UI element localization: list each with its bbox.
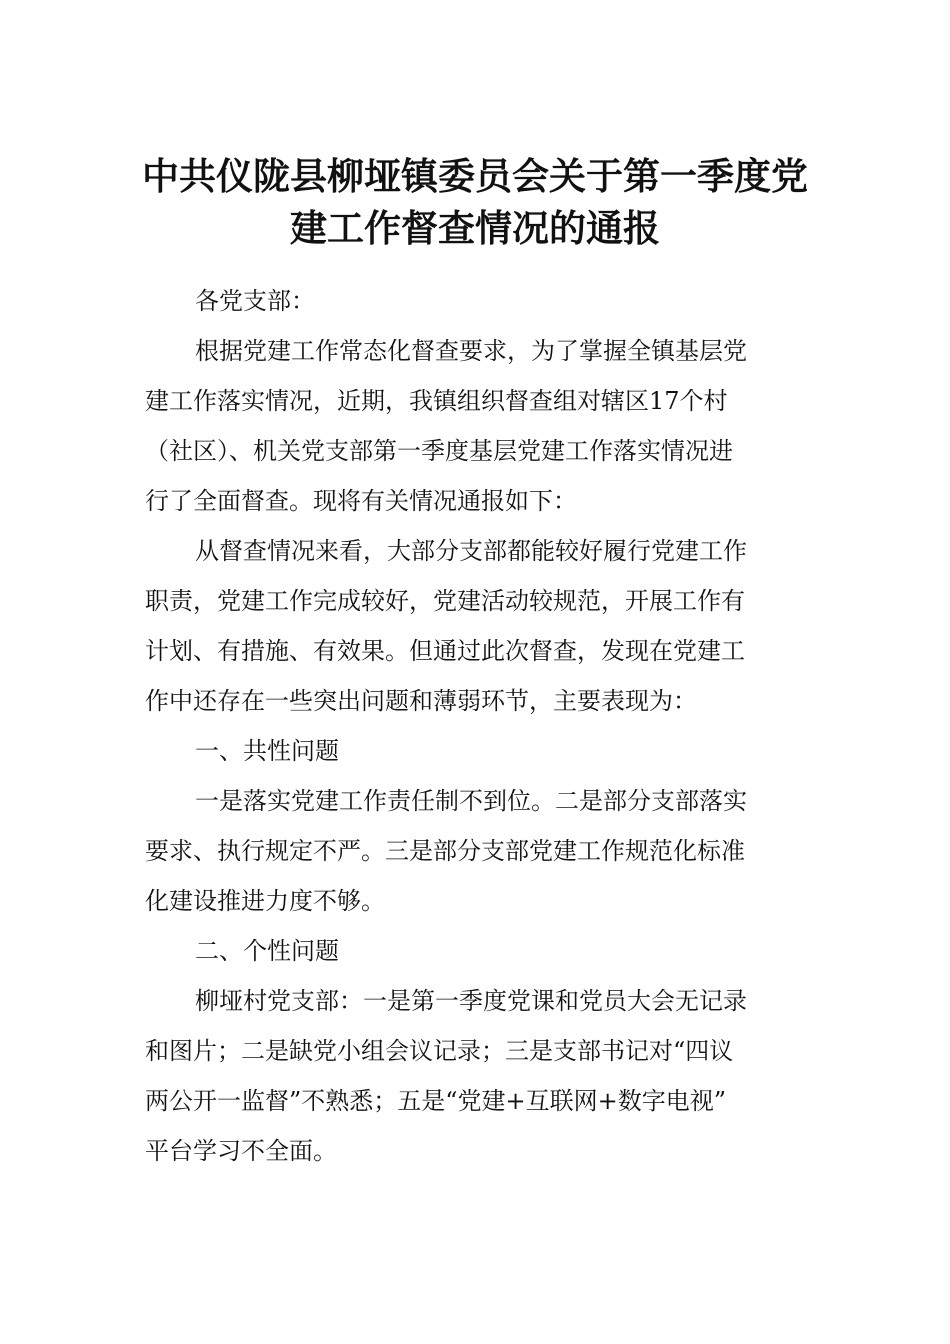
para3-line-3: 化建设推进力度不够。 — [145, 887, 385, 915]
title-line-2: 建工作督查情况的通报 — [290, 206, 660, 250]
para4-line-2: 和图片；二是缺党小组会议记录；三是支部书记对“四议 — [145, 1037, 734, 1065]
para3-line-2: 要求、执行规定不严。三是部分支部党建工作规范化标准 — [145, 837, 745, 865]
para2-line-4: 作中还存在一些突出问题和薄弱环节，主要表现为： — [145, 687, 697, 715]
document-title — [0, 150, 950, 254]
salutation: 各党支部： — [195, 287, 315, 315]
para2-line-2: 职责，党建工作完成较好，党建活动较规范，开展工作有 — [145, 587, 745, 615]
para2-line-1: 从督查情况来看，大部分支部都能较好履行党建工作 — [195, 537, 747, 565]
section-heading-2: 二、个性问题 — [195, 937, 339, 965]
para4-line-1: 柳垭村党支部：一是第一季度党课和党员大会无记录 — [195, 987, 747, 1015]
para4-line-4: 平台学习不全面。 — [145, 1137, 337, 1165]
para3-line-1: 一是落实党建工作责任制不到位。二是部分支部落实 — [195, 787, 747, 815]
para1-line-3: （社区）、机关党支部第一季度基层党建工作落实情况进 — [145, 437, 733, 465]
para1-line-4: 行了全面督查。现将有关情况通报如下： — [145, 487, 577, 515]
section-heading-1: 一、共性问题 — [195, 737, 339, 765]
document-body — [145, 276, 785, 1176]
para4-line-3: 两公开一监督”不熟悉；五是“党建+互联网+数字电视” — [145, 1087, 727, 1115]
title-line-1: 中共仪陇县柳垭镇委员会关于第一季度党 — [142, 154, 808, 198]
para1-line-1: 根据党建工作常态化督查要求，为了掌握全镇基层党 — [195, 337, 747, 365]
para1-line-2: 建工作落实情况，近期，我镇组织督查组对辖区17个村 — [145, 387, 728, 415]
para2-line-3: 计划、有措施、有效果。但通过此次督查，发现在党建工 — [145, 637, 745, 665]
